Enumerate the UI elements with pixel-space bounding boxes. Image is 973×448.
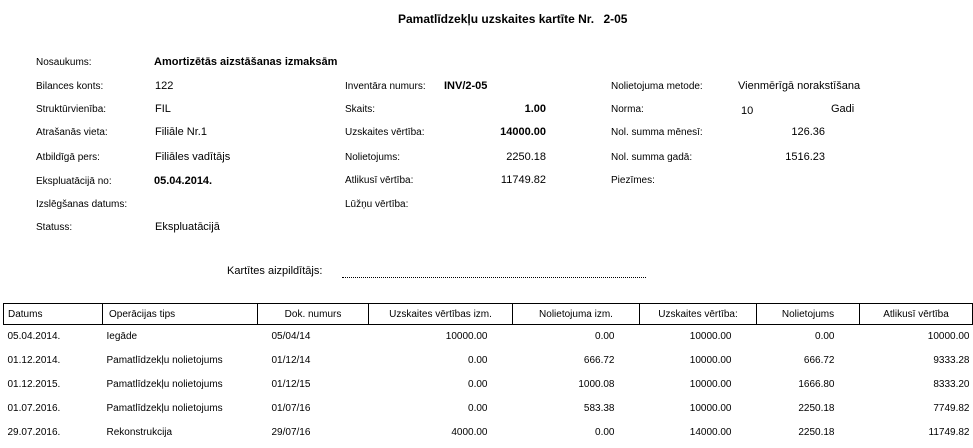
cell-uzskaites-vertiba: 10000.00 [689, 379, 732, 390]
bilances-konts-value: 122 [155, 80, 174, 92]
atrasanas-vieta-value: Filiāle Nr.1 [155, 126, 207, 138]
ekspluatacija-no-label: Ekspluatācijā no: [36, 176, 112, 187]
nosaukums-value: Amortizētās aizstāšanas izmaksām [154, 56, 338, 68]
nol-summa-gada-value: 1516.23 [785, 151, 825, 163]
col-header-uzskaites-vertiba: Uzskaites vērtība: [640, 304, 757, 325]
cell-dok-numurs: 01/07/16 [271, 403, 311, 414]
cell-uzskaites-vertiba: 10000.00 [689, 331, 732, 343]
cell-operacijas-tips: Pamatlīdzekļu nolietojums [106, 379, 223, 390]
cell-nolietojuma-izm: 1000.08 [578, 379, 615, 390]
cell-nolietojuma-izm: 0.00 [595, 427, 615, 438]
luzgu-vertiba-label: Lūžņu vērtība: [345, 199, 409, 210]
cell-dok-numurs: 05/04/14 [271, 331, 311, 343]
table-row [4, 373, 973, 397]
statuss-label: Statuss: [36, 222, 73, 233]
cell-datums: 01.12.2014. [7, 355, 61, 366]
table-row [4, 397, 973, 421]
ekspluatacija-no-value: 05.04.2014. [154, 175, 213, 187]
table-row [4, 325, 973, 349]
nol-summa-menesi-value: 126.36 [791, 126, 825, 138]
signature-label: Kartītes aizpildītājs: [227, 265, 323, 277]
inventara-numurs-value: INV/2-05 [444, 80, 488, 92]
col-header-uzskaites-vertibas-izm: Uzskaites vērtības izm. [369, 304, 513, 325]
inventara-numurs-label: Inventāra numurs: [345, 81, 426, 92]
cell-datums: 01.12.2015. [7, 379, 61, 390]
nolietojuma-metode-value: Vienmērīgā norakstīšana [738, 80, 861, 92]
cell-nolietojums: 2250.18 [798, 403, 835, 414]
norma-label: Norma: [611, 104, 644, 115]
col-header-nolietojuma-izm: Nolietojuma izm. [513, 304, 640, 325]
uzskaites-vertiba-label: Uzskaites vērtība: [345, 127, 425, 138]
cell-uzskaites-vertiba: 14000.00 [689, 427, 732, 438]
atbildiga-pers-value: Filiāles vadītājs [155, 151, 231, 163]
nosaukums-label: Nosaukums: [36, 57, 92, 68]
cell-uzskaites-vertiba: 10000.00 [689, 355, 732, 366]
cell-atlikusi-vertiba: 10000.00 [927, 331, 970, 343]
atbildiga-pers-label: Atbildīgā pers: [36, 152, 100, 163]
cell-dok-numurs: 01/12/15 [271, 379, 311, 390]
cell-atlikusi-vertiba: 8333.20 [933, 379, 970, 390]
col-header-nolietojums: Nolietojums [757, 304, 860, 325]
cell-uzskaites-vertibas-izm: 4000.00 [451, 427, 488, 438]
col-header-dok-numurs: Dok. numurs [258, 304, 369, 325]
cell-dok-numurs: 01/12/14 [271, 355, 311, 366]
col-header-operacijas-tips: Operācijas tips [103, 304, 258, 325]
cell-nolietojums: 0.00 [815, 331, 835, 343]
cell-uzskaites-vertibas-izm: 0.00 [468, 403, 488, 414]
cell-operacijas-tips: Rekonstrukcija [106, 427, 173, 438]
skaits-value: 1.00 [524, 103, 546, 115]
strukturvieniba-label: Struktūrvienība: [36, 104, 107, 115]
cell-nolietojuma-izm: 666.72 [583, 355, 615, 366]
nolietojums-label: Nolietojums: [345, 152, 401, 163]
cell-uzskaites-vertibas-izm: 0.00 [468, 379, 488, 390]
table-row [4, 421, 973, 445]
cell-atlikusi-vertiba: 11749.82 [928, 427, 970, 438]
nolietojums-value: 2250.18 [506, 151, 546, 163]
cell-operacijas-tips: Pamatlīdzekļu nolietojums [106, 355, 223, 366]
cell-datums: 01.07.2016. [7, 403, 61, 414]
norma-value: 10 [741, 105, 754, 117]
atrasanas-vieta-label: Atrašanās vieta: [36, 127, 108, 138]
table-header-row [4, 304, 973, 325]
cell-operacijas-tips: Pamatlīdzekļu nolietojums [106, 403, 223, 414]
col-header-atlikusi-vertiba: Atlikusī vērtība [860, 304, 973, 325]
card-number: 2-05 [603, 12, 628, 26]
transactions-table [3, 303, 973, 445]
uzskaites-vertiba-value: 14000.00 [500, 126, 546, 138]
nol-summa-gada-label: Nol. summa gadā: [611, 152, 693, 163]
card-title-text: Pamatlīdzekļu uzskaites kartīte Nr. [398, 12, 595, 26]
signature-line [342, 277, 646, 278]
cell-nolietojuma-izm: 583.38 [583, 403, 615, 414]
strukturvieniba-value: FIL [155, 103, 171, 115]
cell-atlikusi-vertiba: 7749.82 [933, 403, 970, 414]
cell-uzskaites-vertiba: 10000.00 [689, 403, 732, 414]
col-header-datums: Datums [4, 304, 103, 325]
cell-uzskaites-vertibas-izm: 0.00 [468, 355, 488, 366]
table-row [4, 349, 973, 373]
nolietojuma-metode-label: Nolietojuma metode: [611, 81, 703, 92]
cell-operacijas-tips: Iegāde [106, 331, 138, 343]
norma-unit: Gadi [831, 103, 855, 115]
cell-dok-numurs: 29/07/16 [271, 427, 311, 438]
cell-uzskaites-vertibas-izm: 10000.00 [445, 331, 488, 343]
cell-nolietojums: 666.72 [803, 355, 835, 366]
piezimes-label: Piezīmes: [611, 175, 655, 186]
izslegsanas-datums-label: Izslēgšanas datums: [36, 199, 128, 210]
skaits-label: Skaits: [345, 104, 376, 115]
nol-summa-menesi-label: Nol. summa mēnesī: [611, 127, 703, 138]
atlikusi-vertiba-label: Atlikusī vērtība: [345, 175, 414, 186]
statuss-value: Ekspluatācijā [155, 221, 220, 233]
cell-datums: 29.07.2016. [7, 427, 61, 438]
card-title [398, 12, 627, 26]
atlikusi-vertiba-value: 11749.82 [500, 174, 546, 186]
cell-datums: 05.04.2014. [7, 331, 61, 343]
cell-atlikusi-vertiba: 9333.28 [933, 355, 970, 366]
bilances-konts-label: Bilances konts: [36, 81, 104, 92]
cell-nolietojums: 2250.18 [798, 427, 835, 438]
cell-nolietojuma-izm: 0.00 [595, 331, 615, 343]
cell-nolietojums: 1666.80 [798, 379, 835, 390]
